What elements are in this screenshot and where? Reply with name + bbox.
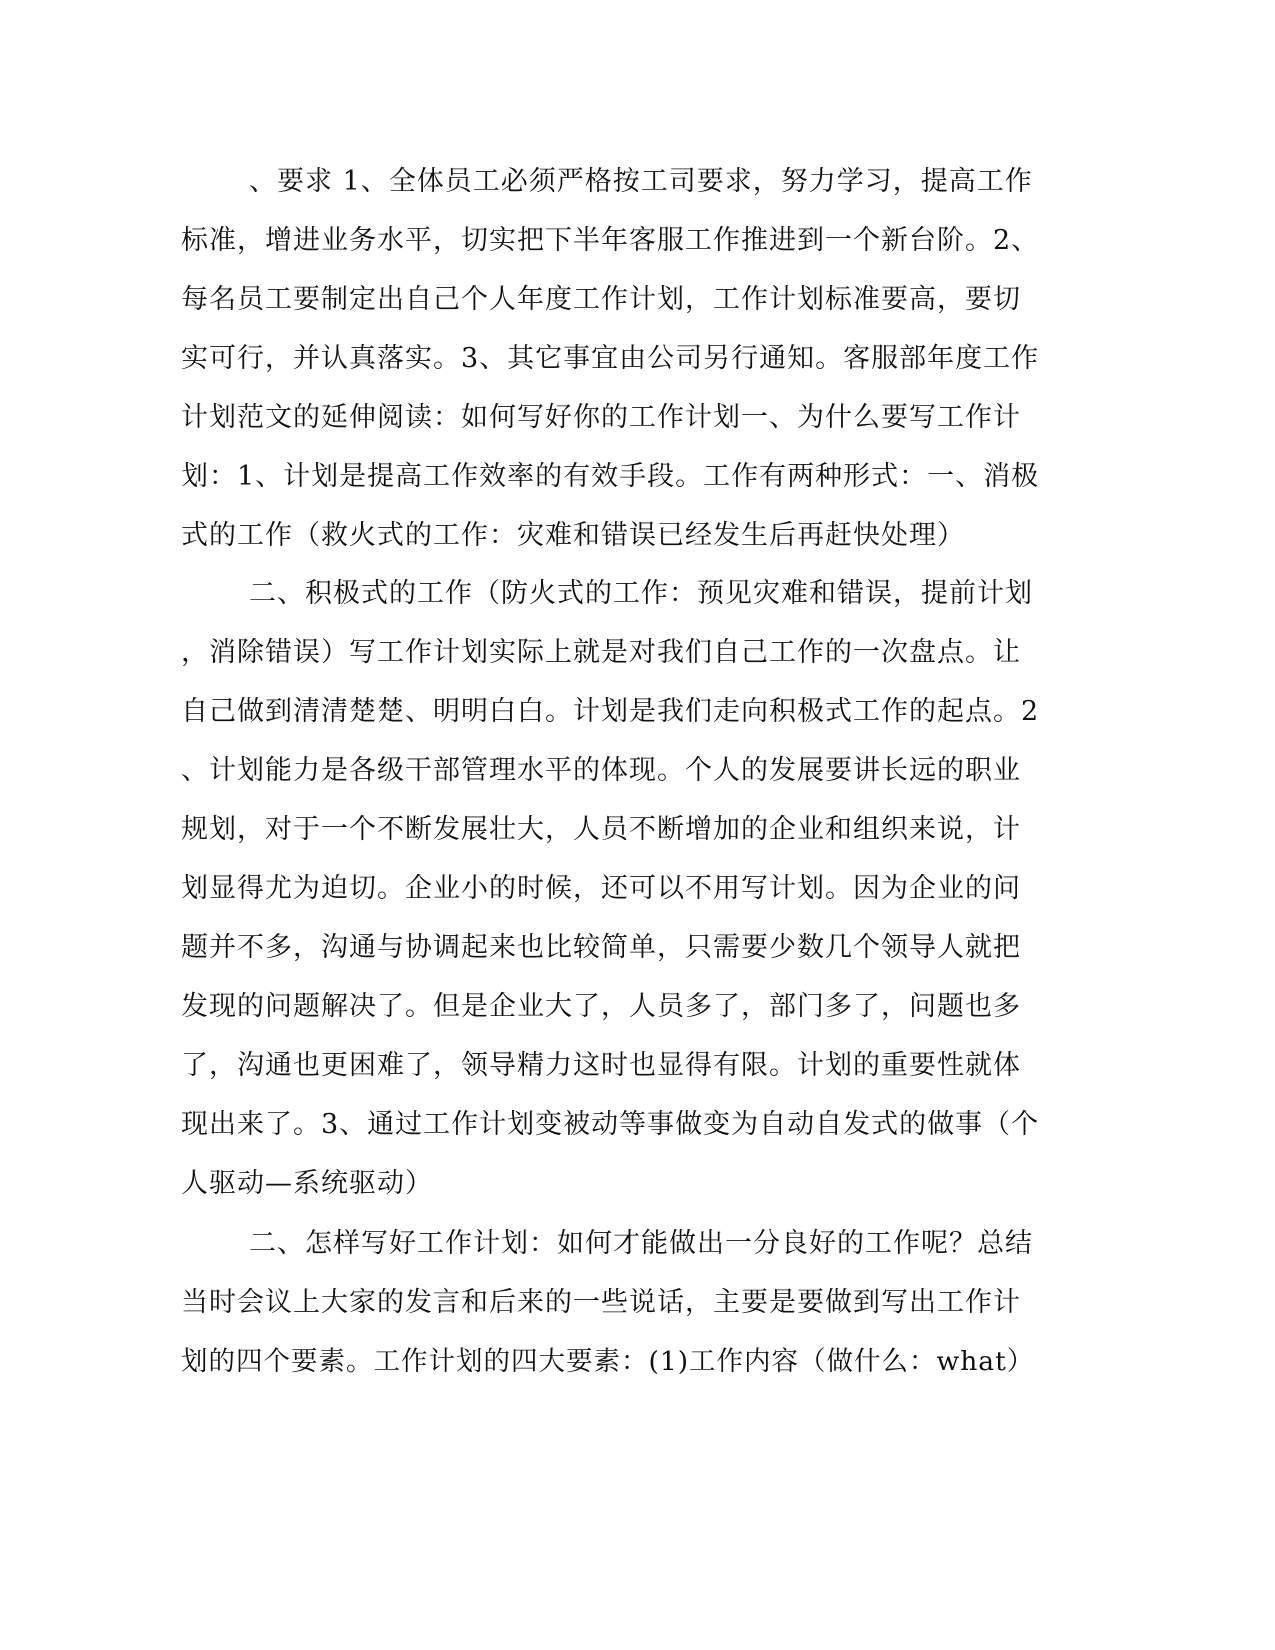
text-line: 、计划能力是各级干部管理水平的体现。个人的发展要讲长远的职业 bbox=[181, 755, 1021, 786]
text-line: 标准，增进业务水平，切实把下半年客服工作推进到一个新台阶。2、 bbox=[181, 225, 1040, 256]
text-line: 当时会议上大家的发言和后来的一些说话，主要是要做到写出工作计 bbox=[181, 1287, 1021, 1318]
text-line: 式的工作（救火式的工作：灾难和错误已经发生后再赶快处理） bbox=[181, 520, 965, 551]
text-line: 规划，对于一个不断发展壮大，人员不断增加的企业和组织来说，计 bbox=[181, 814, 1021, 845]
paragraph-how-to-plan bbox=[181, 1214, 1041, 1391]
text-line: 自己做到清清楚楚、明明白白。计划是我们走向积极式工作的起点。2 bbox=[181, 696, 1040, 727]
text-line: 题并不多，沟通与协调起来也比较简单，只需要少数几个领导人就把 bbox=[181, 932, 1021, 963]
text-line: 发现的问题解决了。但是企业大了，人员多了，部门多了，问题也多 bbox=[181, 991, 1021, 1022]
text-line: 划的四个要素。工作计划的四大要素：(1)工作内容（做什么：what） bbox=[181, 1346, 1035, 1377]
text-line: 二、怎样写好工作计划：如何才能做出一分良好的工作呢？总结 bbox=[249, 1228, 1033, 1259]
text-line: 了，沟通也更困难了，领导精力这时也显得有限。计划的重要性就体 bbox=[181, 1050, 1021, 1081]
text-line: 计划范文的延伸阅读：如何写好你的工作计划一、为什么要写工作计 bbox=[181, 402, 1021, 433]
text-line: 二、积极式的工作（防火式的工作：预见灾难和错误，提前计划 bbox=[249, 578, 1033, 609]
text-line: 划：1、计划是提高工作效率的有效手段。工作有两种形式：一、消极 bbox=[181, 461, 1040, 492]
text-line: 实可行，并认真落实。3、其它事宜由公司另行通知。客服部年度工作 bbox=[181, 343, 1040, 374]
text-line: 每名员工要制定出自己个人年度工作计划，工作计划标准要高，要切 bbox=[181, 284, 1021, 315]
paragraph-requirements bbox=[181, 152, 1041, 565]
text-line: 划显得尤为迫切。企业小的时候，还可以不用写计划。因为企业的问 bbox=[181, 873, 1021, 904]
text-line: 人驱动—系统驱动） bbox=[181, 1168, 433, 1199]
text-line: 、要求 1、全体员工必须严格按工司要求，努力学习，提高工作 bbox=[249, 166, 1033, 197]
text-line: ，消除错误）写工作计划实际上就是对我们自己工作的一次盘点。让 bbox=[181, 637, 1021, 668]
text-line: 现出来了。3、通过工作计划变被动等事做变为自动自发式的做事（个 bbox=[181, 1109, 1040, 1140]
paragraph-active-work bbox=[181, 564, 1041, 1213]
